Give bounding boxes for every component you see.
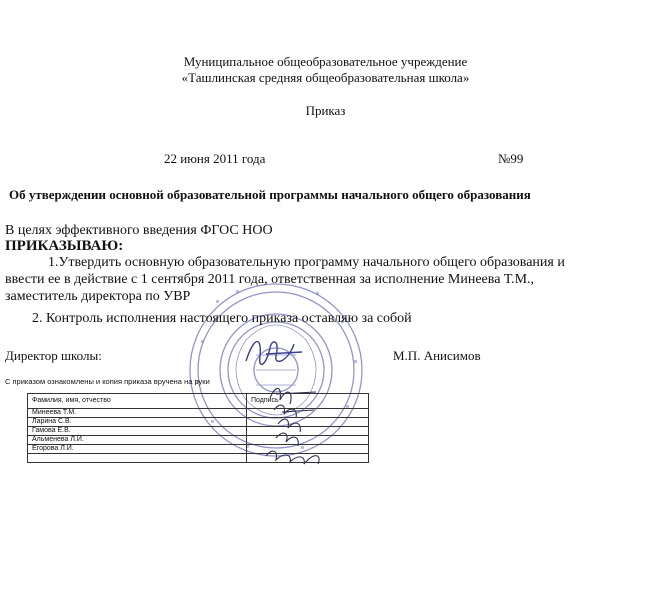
signature-cell bbox=[247, 436, 369, 445]
staff-name: Егорова Л.И. bbox=[28, 445, 247, 454]
organization-name-line2: «Ташлинская средняя общеобразовательная школа» bbox=[181, 70, 470, 85]
empty-cell bbox=[28, 454, 247, 463]
column-header-signature: Подпись bbox=[247, 394, 369, 409]
column-header-name: Фамилия, имя, отчество bbox=[28, 394, 247, 409]
order-item-1-line1: 1.Утвердить основную образовательную программу начального общего образования и bbox=[48, 255, 565, 270]
acknowledgement-table bbox=[27, 393, 369, 463]
order-item-1-line2: ввести ее в действие с 1 сентября 2011 года, ответственная за исполнение Минеева Т.М., bbox=[5, 272, 535, 287]
table-row bbox=[28, 445, 369, 454]
order-number: №99 bbox=[498, 151, 524, 166]
signature-cell bbox=[247, 454, 369, 463]
table-row bbox=[28, 454, 369, 463]
table-header-row bbox=[28, 394, 369, 409]
signatory-position: Директор школы: bbox=[5, 348, 102, 363]
director-signature bbox=[236, 326, 316, 376]
signature-cell bbox=[247, 409, 369, 418]
order-item-1-line3: заместитель директора по УВР bbox=[5, 289, 191, 304]
staff-name: Альменева Л.И. bbox=[28, 436, 247, 445]
staff-name: Гамова Е.В. bbox=[28, 427, 247, 436]
signature-cell bbox=[247, 418, 369, 427]
signature-cell bbox=[247, 445, 369, 454]
document-type: Приказ bbox=[305, 103, 346, 118]
staff-name: Минеева Т.М. bbox=[28, 409, 247, 418]
signature-cell bbox=[247, 427, 369, 436]
acknowledgement-note: С приказом ознакомлены и копия приказа вручена на руки bbox=[5, 377, 210, 386]
order-date: 22 июня 2011 года bbox=[164, 151, 266, 166]
table-row bbox=[28, 418, 369, 427]
order-title: Об утверждении основной образовательной программы начального общего образования bbox=[9, 187, 531, 202]
order-keyword: ПРИКАЗЫВАЮ: bbox=[5, 238, 124, 254]
staff-name: Ларина С.В. bbox=[28, 418, 247, 427]
order-item-2: 2. Контроль исполнения настоящего приказа оставляю за собой bbox=[32, 311, 412, 326]
intro-text: В целях эффективного введения ФГОС НОО bbox=[5, 223, 273, 238]
table-row bbox=[28, 409, 369, 418]
table-row bbox=[28, 427, 369, 436]
table-row bbox=[28, 436, 369, 445]
organization-name-line1: Муниципальное общеобразовательное учреждение bbox=[183, 54, 468, 69]
signatory-name: М.П. Анисимов bbox=[393, 348, 481, 363]
